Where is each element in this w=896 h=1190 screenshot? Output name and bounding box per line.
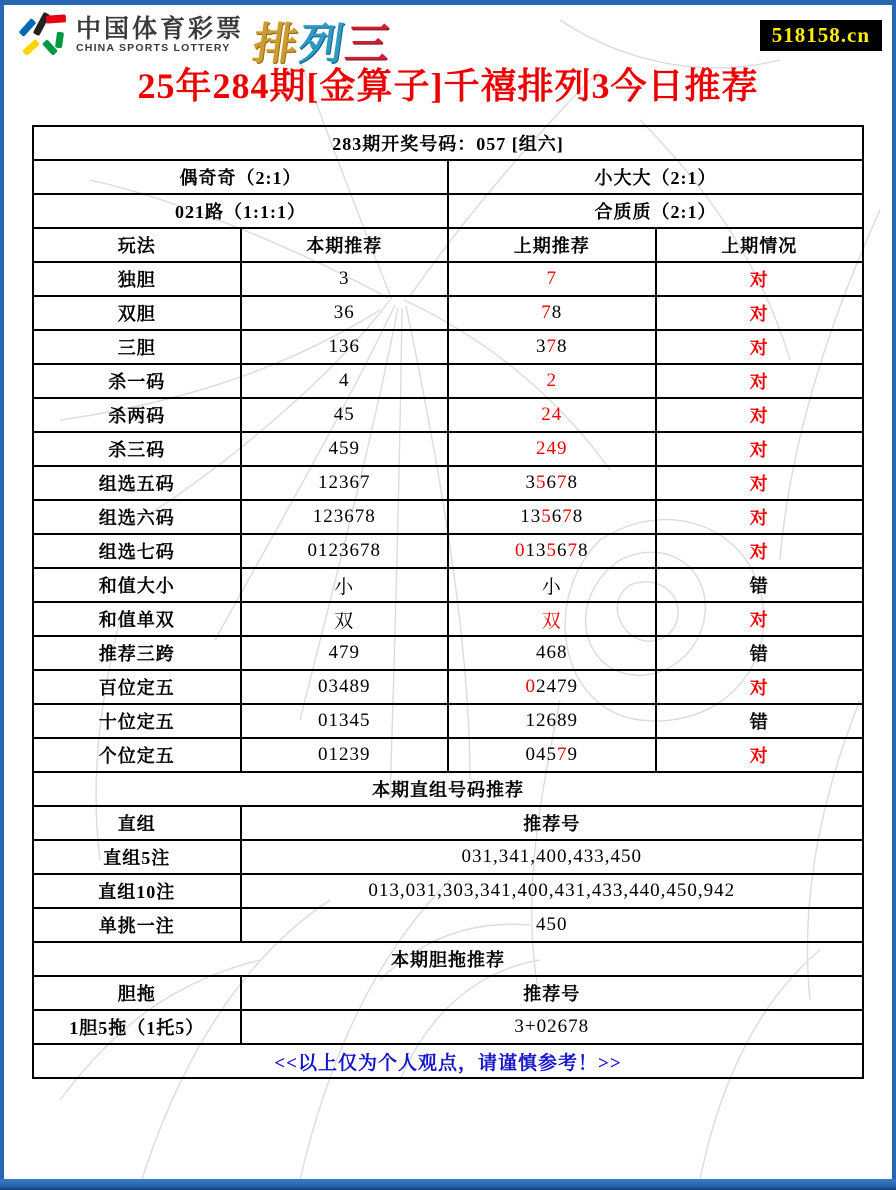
previous-result-cell: 对 bbox=[656, 432, 864, 466]
previous-recommendation-cell: 2 bbox=[448, 364, 656, 398]
zhizu-title-row bbox=[33, 772, 863, 806]
play-row bbox=[33, 602, 863, 636]
page-header bbox=[0, 0, 896, 120]
column-header-0: 玩法 bbox=[33, 228, 241, 262]
header-row bbox=[33, 228, 863, 262]
play-row bbox=[33, 500, 863, 534]
recommendation-table-wrap bbox=[32, 125, 864, 1079]
previous-recommendation-cell: 7 bbox=[448, 262, 656, 296]
previous-result-cell: 错 bbox=[656, 704, 864, 738]
dantuo-section-title-cell: 本期胆拖推荐 bbox=[33, 942, 863, 976]
previous-recommendation-cell: 78 bbox=[448, 296, 656, 330]
zhizu-header-value-cell: 推荐号 bbox=[241, 806, 864, 840]
current-recommendation-cell: 45 bbox=[241, 398, 449, 432]
current-recommendation-cell: 36 bbox=[241, 296, 449, 330]
zhizu-header-row bbox=[33, 806, 863, 840]
column-header-2: 上期推荐 bbox=[448, 228, 656, 262]
route-pattern-cell: 021路（1:1:1） bbox=[33, 194, 448, 228]
dantuo-value-cell: 3+02678 bbox=[241, 1010, 864, 1044]
zhizu-header-label-cell: 直组 bbox=[33, 806, 241, 840]
current-recommendation-cell: 4 bbox=[241, 364, 449, 398]
dantuo-header-label-cell: 胆拖 bbox=[33, 976, 241, 1010]
current-recommendation-cell: 123678 bbox=[241, 500, 449, 534]
dantuo-header-value-cell: 推荐号 bbox=[241, 976, 864, 1010]
previous-result-cell: 对 bbox=[656, 738, 864, 772]
zhizu-value-cell: 450 bbox=[241, 908, 864, 942]
dantuo-row bbox=[33, 1010, 863, 1044]
play-row bbox=[33, 568, 863, 602]
zhizu-label-cell: 直组10注 bbox=[33, 874, 241, 908]
column-header-1: 本期推荐 bbox=[241, 228, 449, 262]
previous-result-cell: 对 bbox=[656, 466, 864, 500]
draw-result-row bbox=[33, 126, 863, 160]
play-row bbox=[33, 636, 863, 670]
zhizu-value-cell: 031,341,400,433,450 bbox=[241, 840, 864, 874]
current-recommendation-cell: 459 bbox=[241, 432, 449, 466]
sports-lottery-mark-icon bbox=[16, 10, 68, 60]
previous-recommendation-cell: 双 bbox=[448, 602, 656, 636]
current-recommendation-cell: 03489 bbox=[241, 670, 449, 704]
size-pattern-cell: 小大大（2:1） bbox=[448, 160, 863, 194]
play-label-cell: 独胆 bbox=[33, 262, 241, 296]
play-row bbox=[33, 398, 863, 432]
play-label-cell: 杀一码 bbox=[33, 364, 241, 398]
play-row bbox=[33, 432, 863, 466]
play-label-cell: 组选五码 bbox=[33, 466, 241, 500]
previous-recommendation-cell: 0135678 bbox=[448, 534, 656, 568]
previous-recommendation-cell: 378 bbox=[448, 330, 656, 364]
disclaimer-cell: <<以上仅为个人观点，请谨慎参考！>> bbox=[33, 1044, 863, 1078]
previous-result-cell: 对 bbox=[656, 296, 864, 330]
previous-result-cell: 错 bbox=[656, 568, 864, 602]
brand-pailiesan: 排列三 bbox=[249, 20, 395, 69]
play-row bbox=[33, 704, 863, 738]
play-label-cell: 组选六码 bbox=[33, 500, 241, 534]
route-row bbox=[33, 194, 863, 228]
play-label-cell: 十位定五 bbox=[33, 704, 241, 738]
zhizu-row bbox=[33, 840, 863, 874]
play-label-cell: 个位定五 bbox=[33, 738, 241, 772]
play-label-cell: 三胆 bbox=[33, 330, 241, 364]
zhizu-row bbox=[33, 874, 863, 908]
zhizu-value-cell: 013,031,303,341,400,431,433,440,450,942 bbox=[241, 874, 864, 908]
dantuo-header-row bbox=[33, 976, 863, 1010]
dantuo-title-row bbox=[33, 942, 863, 976]
previous-recommendation-cell: 04579 bbox=[448, 738, 656, 772]
zhizu-label-cell: 直组5注 bbox=[33, 840, 241, 874]
page-title: 25年284期[金算子]千禧排列3今日推荐 bbox=[137, 66, 759, 106]
previous-recommendation-cell: 12689 bbox=[448, 704, 656, 738]
draw-result-cell: 283期开奖号码：057 [组六] bbox=[33, 126, 863, 160]
previous-recommendation-cell: 02479 bbox=[448, 670, 656, 704]
play-label-cell: 和值大小 bbox=[33, 568, 241, 602]
previous-result-cell: 对 bbox=[656, 262, 864, 296]
play-row bbox=[33, 670, 863, 704]
previous-recommendation-cell: 35678 bbox=[448, 466, 656, 500]
current-recommendation-cell: 12367 bbox=[241, 466, 449, 500]
dantuo-label-cell: 1胆5拖（1托5） bbox=[33, 1010, 241, 1044]
logo-cn-text: 中国体育彩票 bbox=[76, 15, 245, 43]
previous-recommendation-cell: 135678 bbox=[448, 500, 656, 534]
previous-result-cell: 对 bbox=[656, 398, 864, 432]
main-table-body bbox=[33, 126, 863, 1078]
zhizu-label-cell: 单挑一注 bbox=[33, 908, 241, 942]
logo-text bbox=[76, 16, 244, 54]
disclaimer-row bbox=[33, 1044, 863, 1078]
previous-result-cell: 对 bbox=[656, 602, 864, 636]
current-recommendation-cell: 小 bbox=[241, 568, 449, 602]
previous-result-cell: 错 bbox=[656, 636, 864, 670]
main-table bbox=[32, 125, 864, 1079]
current-recommendation-cell: 01239 bbox=[241, 738, 449, 772]
current-recommendation-cell: 0123678 bbox=[241, 534, 449, 568]
play-row bbox=[33, 738, 863, 772]
play-row bbox=[33, 466, 863, 500]
parity-pattern-cell: 偶奇奇（2:1） bbox=[33, 160, 448, 194]
site-watermark-badge: 518158.cn bbox=[760, 20, 882, 51]
column-header-3: 上期情况 bbox=[656, 228, 864, 262]
play-label-cell: 杀两码 bbox=[33, 398, 241, 432]
play-label-cell: 组选七码 bbox=[33, 534, 241, 568]
previous-recommendation-cell: 468 bbox=[448, 636, 656, 670]
current-recommendation-cell: 双 bbox=[241, 602, 449, 636]
prime-pattern-cell: 合质质（2:1） bbox=[448, 194, 863, 228]
current-recommendation-cell: 01345 bbox=[241, 704, 449, 738]
play-row bbox=[33, 296, 863, 330]
previous-result-cell: 对 bbox=[656, 670, 864, 704]
play-row bbox=[33, 262, 863, 296]
play-label-cell: 百位定五 bbox=[33, 670, 241, 704]
play-row bbox=[33, 534, 863, 568]
play-row bbox=[33, 330, 863, 364]
zhizu-row bbox=[33, 908, 863, 942]
play-row bbox=[33, 364, 863, 398]
previous-result-cell: 对 bbox=[656, 534, 864, 568]
play-label-cell: 推荐三跨 bbox=[33, 636, 241, 670]
play-label-cell: 杀三码 bbox=[33, 432, 241, 466]
current-recommendation-cell: 136 bbox=[241, 330, 449, 364]
previous-recommendation-cell: 小 bbox=[448, 568, 656, 602]
previous-recommendation-cell: 249 bbox=[448, 432, 656, 466]
play-label-cell: 双胆 bbox=[33, 296, 241, 330]
previous-result-cell: 对 bbox=[656, 364, 864, 398]
zhizu-section-title-cell: 本期直组号码推荐 bbox=[33, 772, 863, 806]
page-bottom-bar bbox=[0, 1179, 896, 1190]
play-label-cell: 和值单双 bbox=[33, 602, 241, 636]
previous-result-cell: 对 bbox=[656, 330, 864, 364]
current-recommendation-cell: 3 bbox=[241, 262, 449, 296]
pattern-row bbox=[33, 160, 863, 194]
logo-en-text: CHINA SPORTS LOTTERY bbox=[76, 42, 231, 54]
previous-recommendation-cell: 24 bbox=[448, 398, 656, 432]
current-recommendation-cell: 479 bbox=[241, 636, 449, 670]
previous-result-cell: 对 bbox=[656, 500, 864, 534]
